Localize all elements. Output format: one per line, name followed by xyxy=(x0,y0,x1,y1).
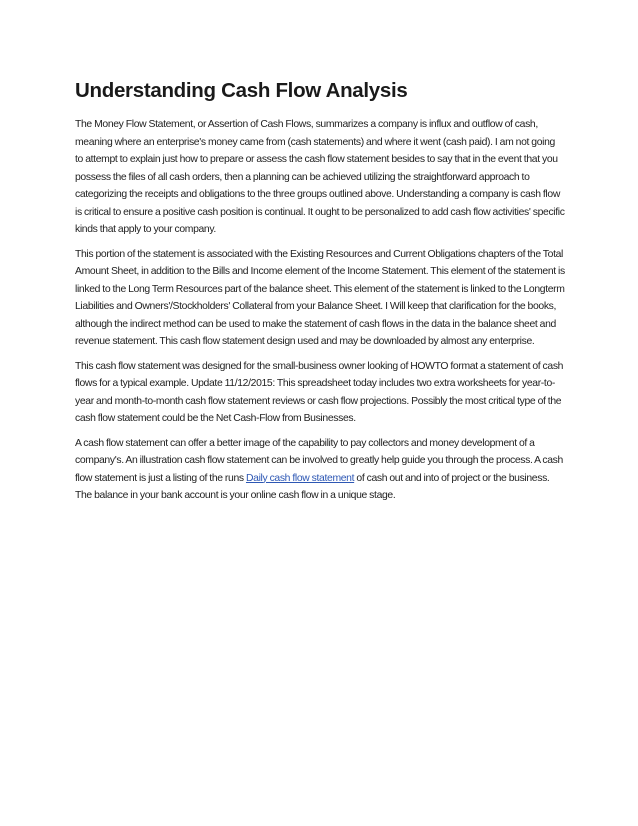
daily-cash-flow-statement-link[interactable]: Daily cash flow statement xyxy=(245,472,355,484)
paragraph-4 xyxy=(75,435,565,505)
paragraph-2: This portion of the statement is associated with the Existing Resources and Current Obligations chapters of the Total Amount Sheet, in addition to the Bills and Income element of the Income Statement. This element of the statement is linked to the Long Term Resources part of the balance sheet. This element of the statement is linked to the Longterm Liabilities and Owners'/Stockholders' Collateral from your Balance Sheet. I Will keep that clarification for the books, although the indirect method can be used to make the statement of cash flows in the data in the balance sheet and revenue statement. This cash flow statement design used and may be downloaded by almost any enterprise. xyxy=(75,248,565,347)
paragraph-3: This cash flow statement was designed for the small-business owner looking of HOWTO format a statement of cash flows for a typical example. Update 11/12/2015: This spreadsheet today includes two extra worksheets for year-to-year and month-to-month cash flow statement reviews or cash flow projections. Possibly the most critical type of the cash flow statement could be the Net Cash-Flow from Businesses. xyxy=(75,360,564,424)
document-page xyxy=(75,78,565,512)
document-title: Understanding Cash Flow Analysis xyxy=(75,79,408,102)
paragraph-1: The Money Flow Statement, or Assertion of Cash Flows, summarizes a company is influx and outflow of cash, meaning where an enterprise's money came from (cash statements) and where it went (cash paid). I am not going to attempt to explain just how to prepare or assess the cash flow statement besides to say that in the event that you possess the files of all cash orders, then a planning can be achieved utilizing the straightforward approach to categorizing the receipts and obligations to the three groups outlined above. Understanding a company is cash flow is critical to ensure a positive cash position is continual. It ought to be personalized to add cash flow activities' specific kinds that apply to your company. xyxy=(75,119,565,235)
paragraph-4-text-before-link: A cash flow statement can offer a better image of the capability to pay collectors and money development of a company's. An illustration cash flow statement can be involved to greatly help guide you through the process. A cash flow statement is just a listing of the runs xyxy=(75,437,563,484)
paragraph-4-text-after-link: of cash out and into of project or the business. The balance in your bank account is your online cash flow in a unique stage. xyxy=(75,472,550,501)
